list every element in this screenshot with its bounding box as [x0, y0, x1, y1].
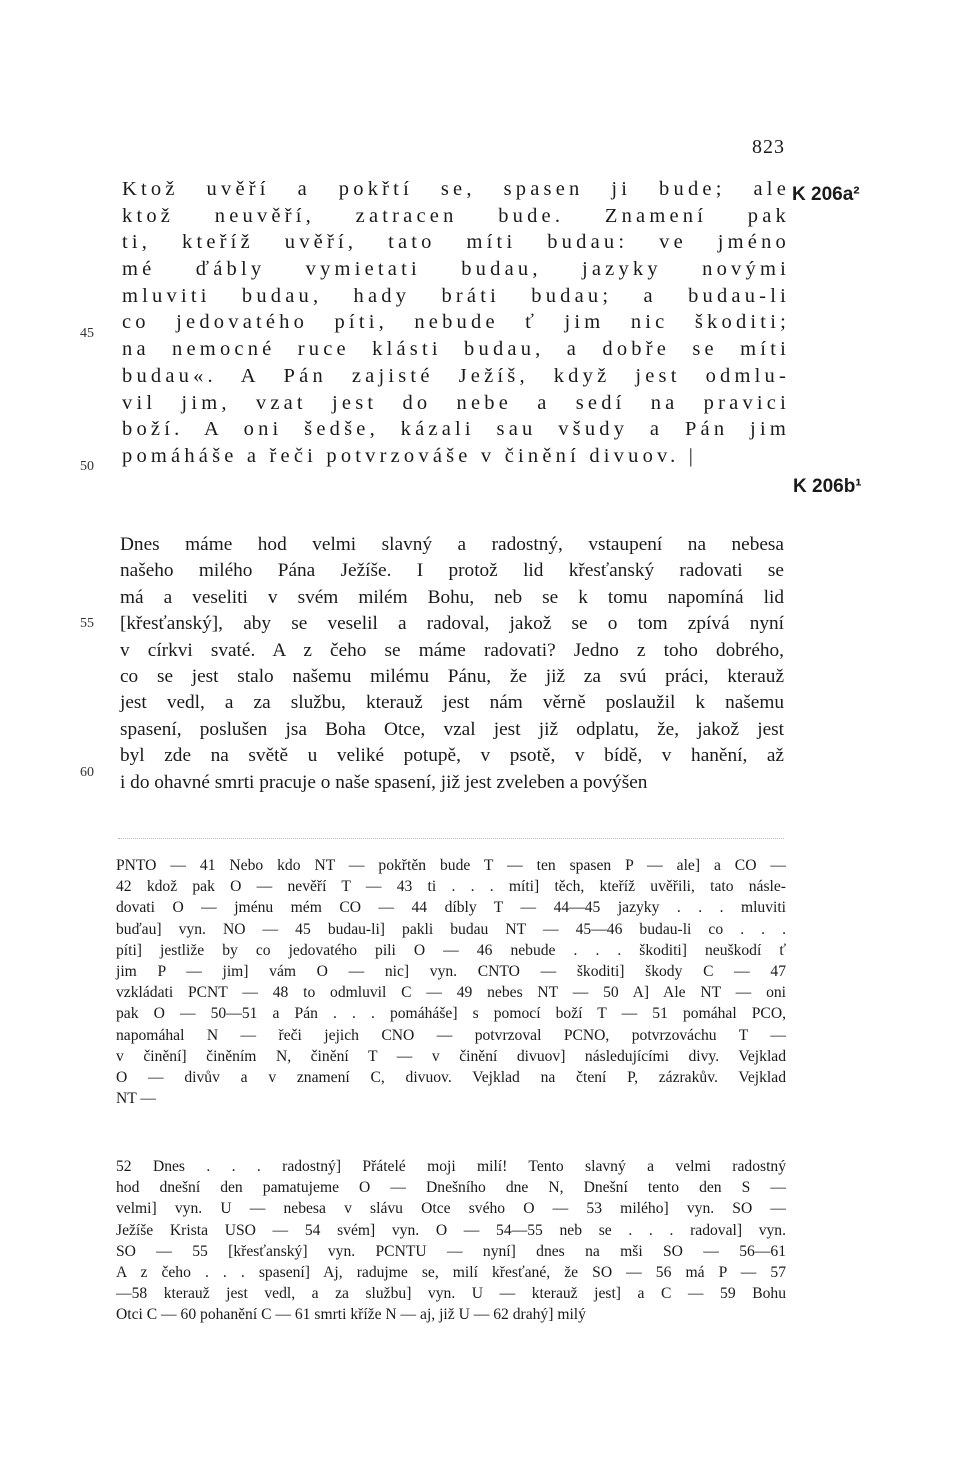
text-line: našeho milého Pána Ježíše. I protož lid křesťanský radovati se [120, 560, 784, 582]
text-line: boží. A oni šedše, kázali sau všudy a Pán jim [122, 418, 790, 441]
text-line: spasení, poslušen jsa Boha Otce, vzal jest již odplatu, že, jakož jest [120, 718, 784, 740]
page-number: 823 [752, 136, 785, 158]
apparatus-line: pak O — 50—51 a Pán . . . pomáháše] s pomocí boží T — 51 pomáhal PCO, [116, 1005, 786, 1023]
apparatus-line: —58 kterauž jest vedl, a za službu] vyn. U — kterauž jest] a C — 59 Bohu [116, 1285, 786, 1303]
critical-apparatus-1 [116, 855, 786, 1109]
text-line: má a veseliti v svém milém Bohu, neb se k tomu napomíná lid [120, 586, 784, 608]
apparatus-line: PNTO — 41 Nebo kdo NT — pokřtěn bude T — ten spasen P — ale] a CO — [116, 857, 786, 874]
apparatus-line: v činění] činěním N, činění T — v činění divuov] následujícími divy. Vejklad [116, 1047, 786, 1065]
commentary-text-block [120, 532, 784, 796]
text-line: pomáháše a řeči potvrzováše v činění divuov. | [122, 444, 698, 467]
critical-apparatus-2 [116, 1156, 786, 1326]
biblical-text-block [122, 176, 790, 470]
text-line: vil jim, vzat jest do nebe a sedí na pravici [122, 391, 790, 414]
text-line: jest vedl, a za službu, kterauž jest nám věrně poslaužil k našemu [120, 692, 784, 714]
text-line: ktož neuvěří, zatracen bude. Znamení pak [122, 204, 790, 227]
apparatus-line: NT — [116, 1090, 156, 1108]
line-number: 45 [80, 326, 94, 341]
line-number: 60 [80, 765, 94, 780]
margin-siglum: K 206a² [792, 184, 860, 205]
text-line: mluviti budau, hady bráti budau; a budau-li [122, 284, 790, 307]
apparatus-line: vzkládati PCNT — 48 to odmluvil C — 49 nebes NT — 50 A] Ale NT — oni [116, 984, 786, 1002]
margin-siglum: K 206b¹ [793, 476, 862, 497]
line-number: 55 [80, 616, 94, 631]
apparatus-line: A z čeho . . . spasení] Aj, radujme se, milí křesťané, že SO — 56 má P — 57 [116, 1263, 786, 1281]
apparatus-line: Ježíše Krista USO — 54 svém] vyn. O — 54—55 neb se . . . radoval] vyn. [116, 1221, 786, 1239]
apparatus-line: 52 Dnes . . . radostný] Přátelé moji milí! Tento slavný a velmi radostný [116, 1158, 786, 1175]
apparatus-line: O — divův a v znamení C, divuov. Vejklad na čtení P, zázrakův. Vejklad [116, 1068, 786, 1086]
text-line: ti, kteříž uvěří, tato míti budau: ve jméno [122, 231, 790, 254]
text-line: Dnes máme hod velmi slavný a radostný, vstaupení na nebesa [120, 534, 784, 555]
text-line: byl zde na světě u veliké potupě, v psotě, v bídě, v hanění, až [120, 745, 784, 767]
apparatus-line: velmi] vyn. U — nebesa v slávu Otce svého O — 53 milého] vyn. SO — [116, 1200, 786, 1218]
text-line: mé ďábly vymietati budau, jazyky novými [122, 258, 790, 281]
text-line: v církvi svaté. A z čeho se máme radovati? Jedno z toho dobrého, [120, 639, 784, 661]
text-line: co jedovatého píti, nebude ť jim nic škoditi; [122, 311, 790, 334]
apparatus-line: 42 kdož pak O — nevěří T — 43 ti . . . míti] těch, kteříž uvěřili, tato násle- [116, 878, 786, 896]
apparatus-line: hod dnešní den pamatujeme O — Dnešního dne N, Dnešní tento den S — [116, 1179, 786, 1197]
apparatus-line: píti] jestliže by co jedovatého pili O — 46 nebude . . . škoditi] neuškodí ť [116, 941, 786, 959]
apparatus-divider [118, 838, 784, 839]
text-line: i do ohavné smrti pracuje o naše spasení, již jest zveleben a povýšen [120, 771, 648, 793]
text-line: Ktož uvěří a pokřtí se, spasen ji bude; ale [122, 178, 790, 200]
apparatus-line: jim P — jim] vám O — nic] vyn. CNTO — škoditi] škody C — 47 [116, 962, 786, 980]
apparatus-line: SO — 55 [křesťanský] vyn. PCNTU — nyní] dnes na mši SO — 56—61 [116, 1242, 786, 1260]
text-line: co se jest stalo našemu milému Pánu, že již za svú práci, kterauž [120, 665, 784, 687]
text-line: budau«. A Pán zajisté Ježíš, když jest odmlu- [122, 364, 790, 387]
apparatus-line: Otci C — 60 pohanění C — 61 smrti kříže N — aj, již U — 62 drahý] milý [116, 1306, 586, 1324]
text-line: na nemocné ruce klásti budau, a dobře se míti [122, 338, 790, 361]
apparatus-line: dovati O — jménu mém CO — 44 díbly T — 44—45 jazyky . . . mluviti [116, 899, 786, 917]
apparatus-line: buďau] vyn. NO — 45 budau-li] pakli budau NT — 45—46 budau-li co . . . [116, 920, 786, 938]
apparatus-line: napomáhal N — řeči jejich CNO — potvrzoval PCNO, potvrzováchu T — [116, 1026, 786, 1044]
line-number: 50 [80, 459, 94, 474]
text-line: [křesťanský], aby se veselil a radoval, jakož se o tom zpívá nyní [120, 613, 784, 635]
